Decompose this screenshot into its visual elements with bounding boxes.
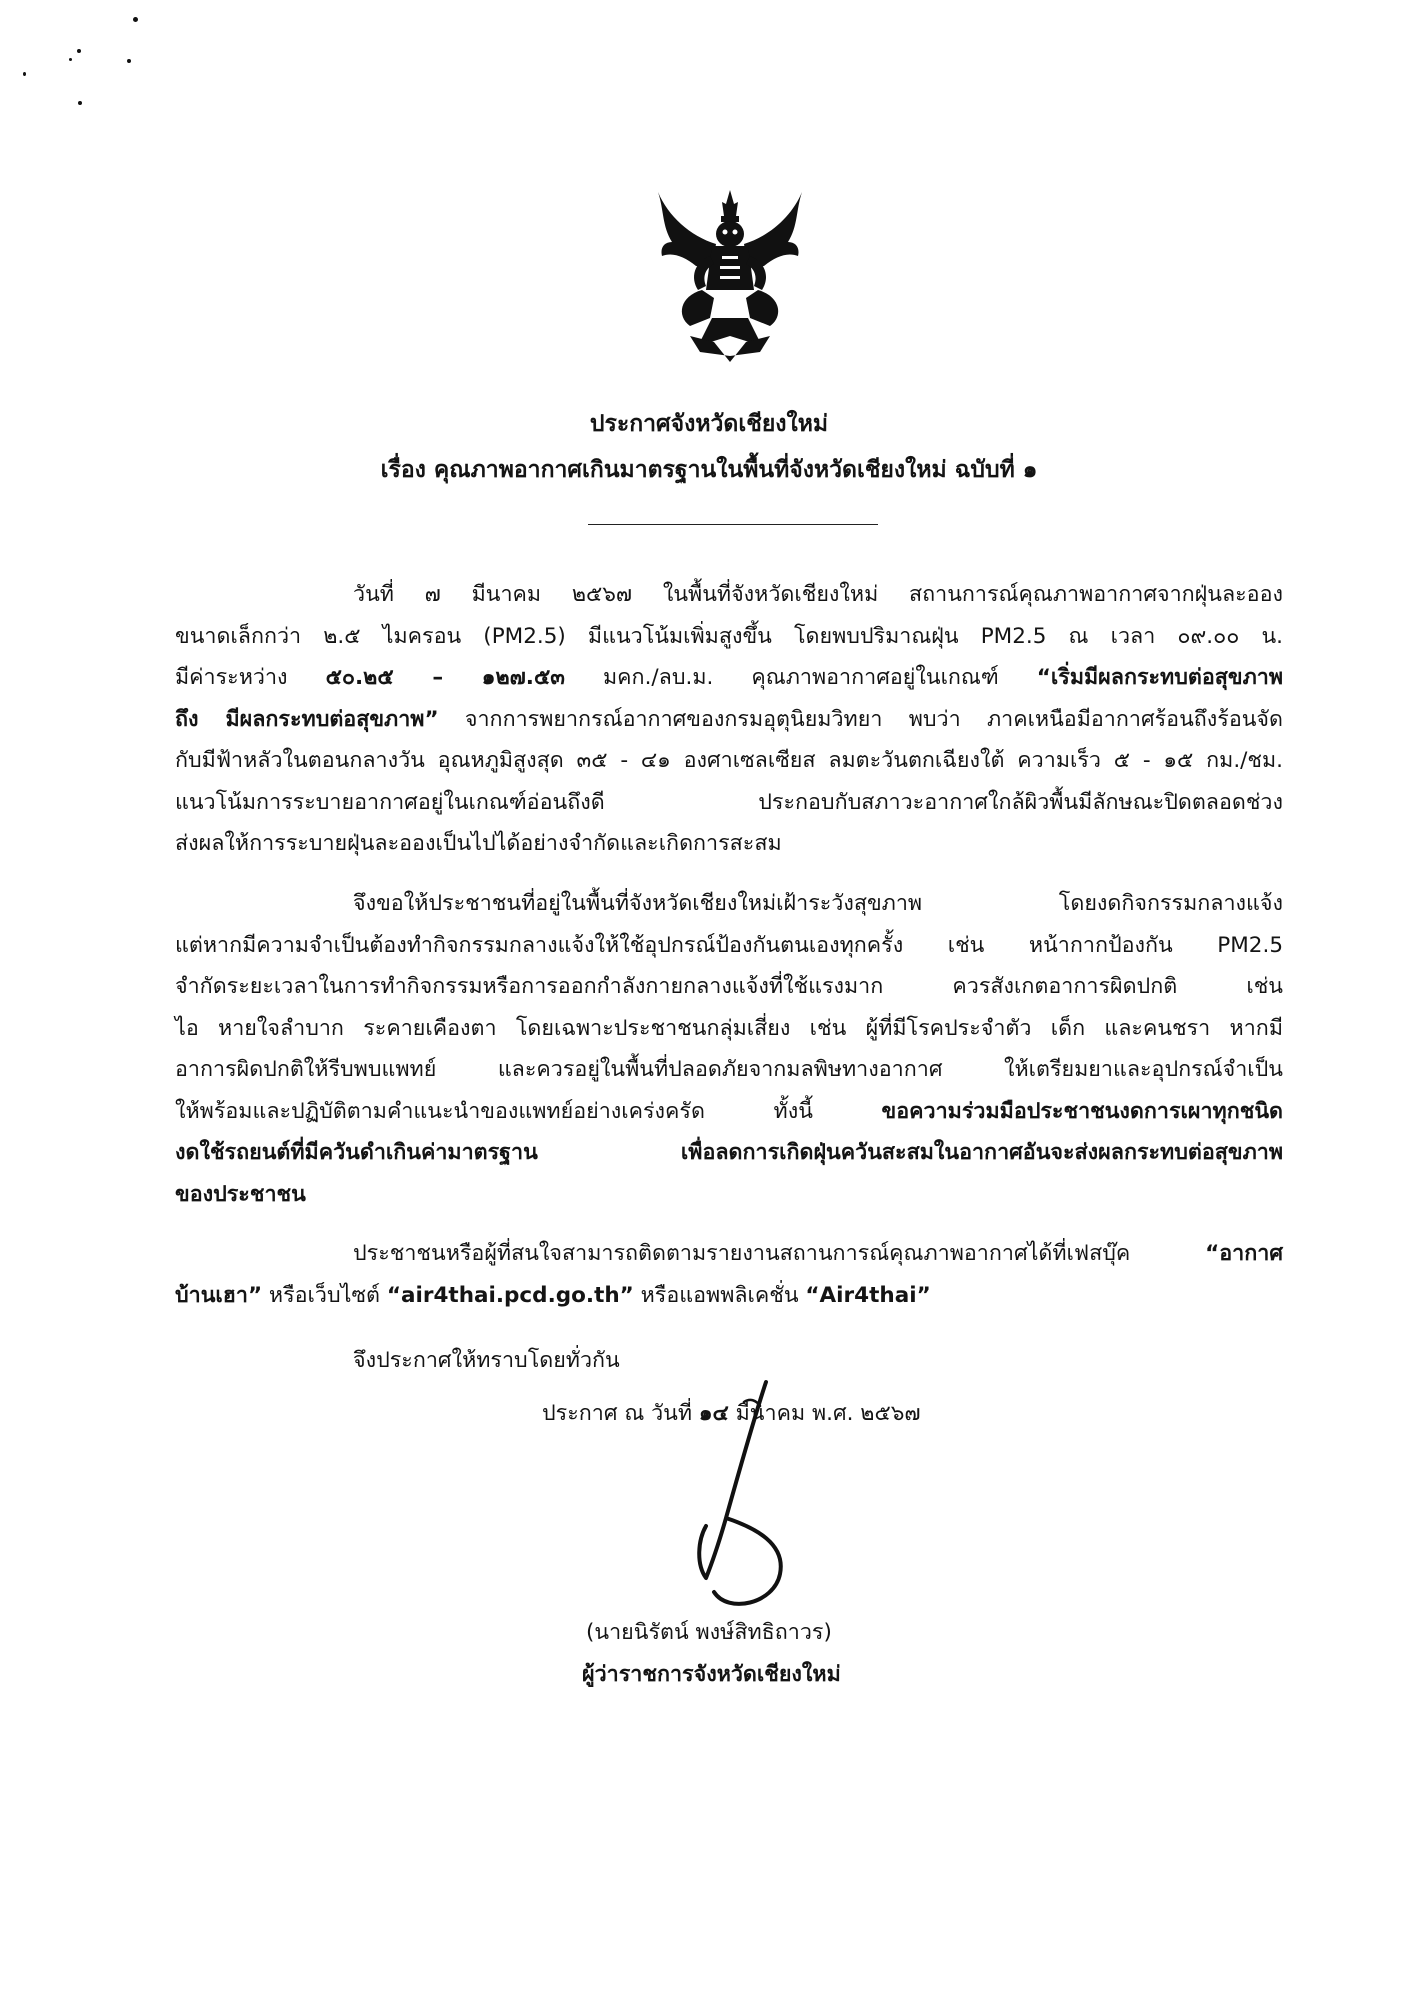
paragraph-situation	[175, 574, 1283, 865]
date-day: ๑๔	[698, 1401, 729, 1426]
paragraph-contact	[175, 1233, 1283, 1316]
text-line: ถึง มีผลกระทบต่อสุขภาพ” จากการพยากรณ์อากาศของกรมอุตุนิยมวิทยา พบว่า ภาคเหนือมีอากาศร้อนถึงร้อนจัด	[175, 706, 1283, 732]
pm25-range: ๕๐.๒๕ – ๑๒๗.๕๓	[325, 665, 565, 690]
signer-name: (นายนิรัตน์ พงษ์สิทธิถาวร)	[586, 1620, 832, 1645]
facebook-page-name: “อากาศ	[1205, 1241, 1283, 1266]
announcement-line: จึงประกาศให้ทราบโดยทั่วกัน	[353, 1348, 620, 1373]
subject-line: เรื่อง คุณภาพอากาศเกินมาตรฐานในพื้นที่จังหวัดเชียงใหม่ ฉบับที่ ๑	[380, 457, 1038, 483]
scan-speck	[23, 72, 26, 76]
text-line: ส่งผลให้การระบายฝุ่นละอองเป็นไปได้อย่างจำกัดและเกิดการสะสม	[175, 831, 782, 856]
signature-icon	[676, 1378, 826, 1618]
text-line: แต่หากมีความจำเป็นต้องทำกิจกรรมกลางแจ้งให้ใช้อุปกรณ์ป้องกันตนเองทุกครั้ง เช่น หน้ากากป้องกัน PM2.5	[175, 932, 1283, 958]
text-line: จึงขอให้ประชาชนที่อยู่ในพื้นที่จังหวัดเชียงใหม่เฝ้าระวังสุขภาพ โดยงดกิจกรรมกลางแจ้ง	[353, 891, 1283, 916]
air-quality-level: “เริ่มมีผลกระทบต่อสุขภาพ	[1036, 665, 1283, 690]
text-line: กับมีฟ้าหลัวในตอนกลางวัน อุณหภูมิสูงสุด ๓๕ - ๔๑ องศาเซลเซียส ลมตะวันตกเฉียงใต้ ความเร็ว ๕ - ๑๕ กม./ชม.	[175, 748, 1283, 773]
text-line: ประชาชนหรือผู้ที่สนใจสามารถติดตามรายงานสถานการณ์คุณภาพอากาศได้ที่เฟสบุ๊ค “อากาศ	[353, 1241, 1283, 1266]
cooperation-request: ขอความร่วมมือประชาชนงดการเผาทุกชนิด	[881, 1098, 1283, 1124]
text-line: ขนาดเล็กกว่า ๒.๕ ไมครอน (PM2.5) มีแนวโน้มเพิ่มสูงขึ้น โดยพบปริมาณฝุ่น PM2.5 ณ เวลา ๐๙.๐๐ น.	[175, 623, 1283, 649]
scan-speck	[69, 58, 72, 61]
scan-speck	[133, 17, 138, 22]
page-title: ประกาศจังหวัดเชียงใหม่	[589, 411, 829, 437]
text-line: ไอ หายใจลำบาก ระคายเคืองตา โดยเฉพาะประชาชนกลุ่มเสี่ยง เช่น ผู้ที่มีโรคประจำตัว เด็ก และคนชรา หากมี	[175, 1015, 1283, 1041]
text-line: อาการผิดปกติให้รีบพบแพทย์ และควรอยู่ในพื้นที่ปลอดภัยจากมลพิษทางอากาศ ให้เตรียมยาและอุปกรณ์จำเป็น	[175, 1057, 1283, 1082]
scan-speck	[78, 101, 82, 105]
text-line: บ้านเฮา” หรือเว็บไซต์ “air4thai.pcd.go.th” หรือแอพพลิเคชั่น “Air4thai”	[175, 1282, 931, 1308]
facebook-page-name-end: บ้านเฮา”	[175, 1282, 263, 1308]
air-quality-level-end: ถึง มีผลกระทบต่อสุขภาพ”	[175, 706, 439, 732]
text-line: ให้พร้อมและปฏิบัติตามคำแนะนำของแพทย์อย่างเคร่งครัด ทั้งนี้ ขอความร่วมมือประชาชนงดการเผาทุกชนิด	[175, 1098, 1283, 1124]
text-line: มีค่าระหว่าง ๕๐.๒๕ – ๑๒๗.๕๓ มคก./ลบ.ม. คุณภาพอากาศอยู่ในเกณฑ์ “เริ่มมีผลกระทบต่อสุขภาพ	[175, 665, 1283, 690]
text-line: แนวโน้มการระบายอากาศอยู่ในเกณฑ์อ่อนถึงดี ประกอบกับสภาวะอากาศใกล้ผิวพื้นมีลักษณะปิดตลอดช่วง	[175, 789, 1283, 815]
scan-speck	[77, 49, 81, 53]
signer-title: ผู้ว่าราชการจังหวัดเชียงใหม่	[582, 1662, 841, 1687]
text-line: วันที่ ๗ มีนาคม ๒๕๖๗ ในพื้นที่จังหวัดเชียงใหม่ สถานการณ์คุณภาพอากาศจากฝุ่นละออง	[353, 582, 1283, 607]
announcement-date: ประกาศ ณ วันที่ ๑๔ มีนาคม พ.ศ. ๒๕๖๗	[542, 1401, 921, 1426]
paragraph-advice	[175, 883, 1283, 1215]
title-divider	[588, 524, 878, 525]
garuda-emblem-icon	[650, 186, 810, 366]
app-name: “Air4thai”	[805, 1282, 931, 1308]
scan-speck	[127, 59, 131, 63]
text-line: ของประชาชน	[175, 1181, 306, 1207]
text-line: งดใช้รถยนต์ที่มีควันดำเกินค่ามาตรฐาน เพื่อลดการเกิดฝุ่นควันสะสมในอากาศอันจะส่งผลกระทบต่อสุขภาพ	[175, 1140, 1283, 1165]
text-line: จำกัดระยะเวลาในการทำกิจกรรมหรือการออกกำลังกายกลางแจ้งที่ใช้แรงมาก ควรสังเกตอาการผิดปกติ เช่น	[175, 974, 1283, 999]
website-link[interactable]: “air4thai.pcd.go.th”	[386, 1282, 634, 1308]
